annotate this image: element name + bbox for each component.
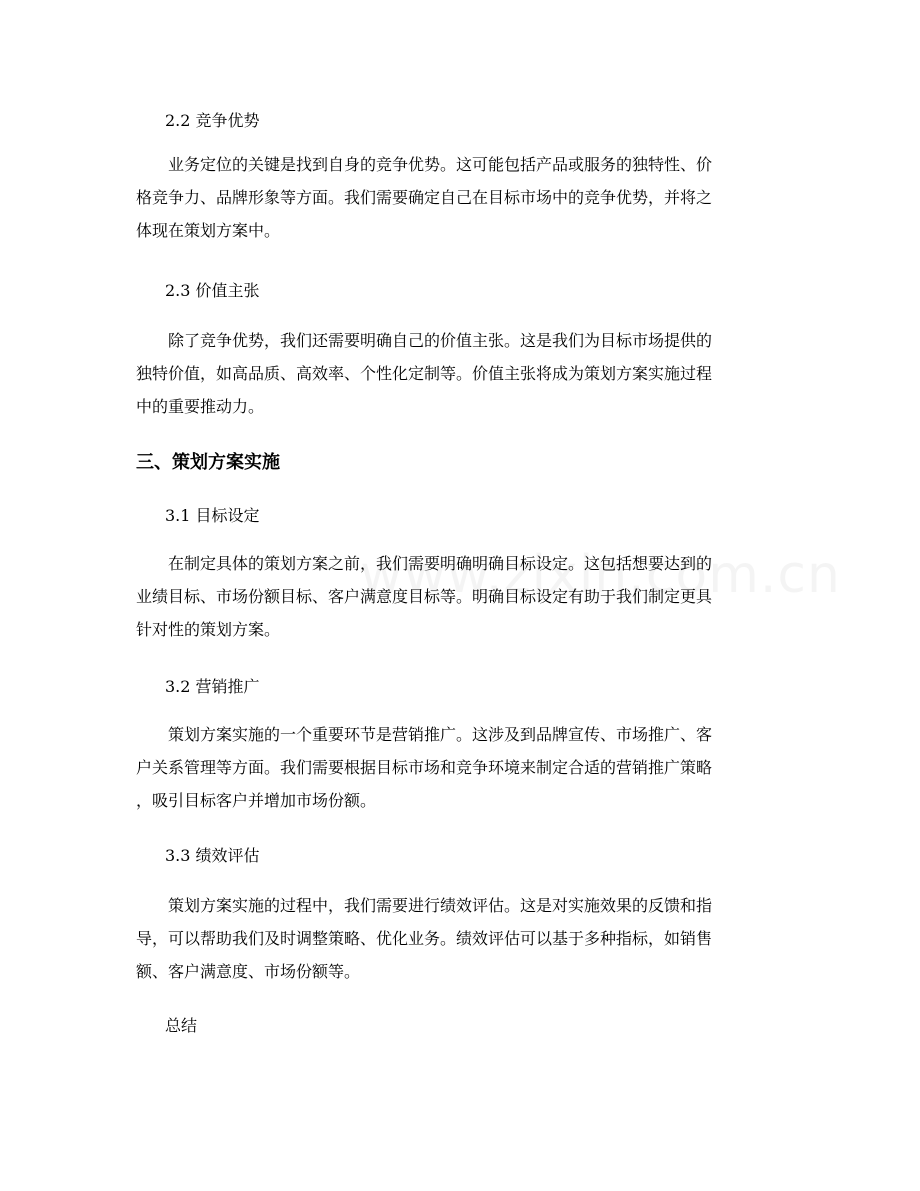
heading-2-2: 2.2 竞争优势 — [165, 111, 260, 130]
summary-heading: 总结 — [165, 1016, 198, 1035]
heading-3-2: 3.2 营销推广 — [165, 677, 260, 696]
paragraph-line: 格竞争力、品牌形象等方面。我们需要确定自己在目标市场中的竞争优势，并将之 — [136, 188, 713, 207]
heading-2-3: 2.3 价值主张 — [165, 281, 260, 300]
heading-3-3: 3.3 绩效评估 — [165, 846, 260, 865]
section-heading-3: 三、策划方案实施 — [136, 452, 280, 473]
paragraph-3-1 — [136, 547, 786, 646]
paragraph-line: 策划方案实施的过程中，我们需要进行绩效评估。这是对实施效果的反馈和指 — [168, 896, 713, 915]
paragraph-line: ，吸引目标客户并增加市场份额。 — [136, 791, 377, 810]
paragraph-line: 在制定具体的策划方案之前，我们需要明确明确目标设定。这包括想要达到的 — [168, 554, 713, 573]
paragraph-line: 额、客户满意度、市场份额等。 — [136, 962, 361, 981]
paragraph-line: 导，可以帮助我们及时调整策略、优化业务。绩效评估可以基于多种指标，如销售 — [136, 929, 713, 948]
paragraph-line: 业务定位的关键是找到自身的竞争优势。这可能包括产品或服务的独特性、价 — [168, 155, 713, 174]
heading-3-1: 3.1 目标设定 — [165, 506, 260, 525]
paragraph-line: 针对性的策划方案。 — [136, 620, 281, 639]
paragraph-3-3 — [136, 889, 786, 988]
paragraph-line: 中的重要推动力。 — [136, 397, 265, 416]
paragraph-line: 除了竞争优势，我们还需要明确自己的价值主张。这是我们为目标市场提供的 — [168, 331, 713, 350]
paragraph-line: 独特价值，如高品质、高效率、个性化定制等。价值主张将成为策划方案实施过程 — [136, 364, 713, 383]
paragraph-line: 体现在策划方案中。 — [136, 221, 281, 240]
paragraph-line: 户关系管理等方面。我们需要根据目标市场和竞争环境来制定合适的营销推广策略 — [136, 758, 713, 777]
paragraph-line: 业绩目标、市场份额目标、客户满意度目标等。明确目标设定有助于我们制定更具 — [136, 587, 713, 606]
paragraph-3-2 — [136, 718, 786, 817]
paragraph-2-2 — [136, 148, 786, 247]
paragraph-2-3 — [136, 324, 786, 423]
paragraph-line: 策划方案实施的一个重要环节是营销推广。这涉及到品牌宣传、市场推广、客 — [168, 725, 713, 744]
